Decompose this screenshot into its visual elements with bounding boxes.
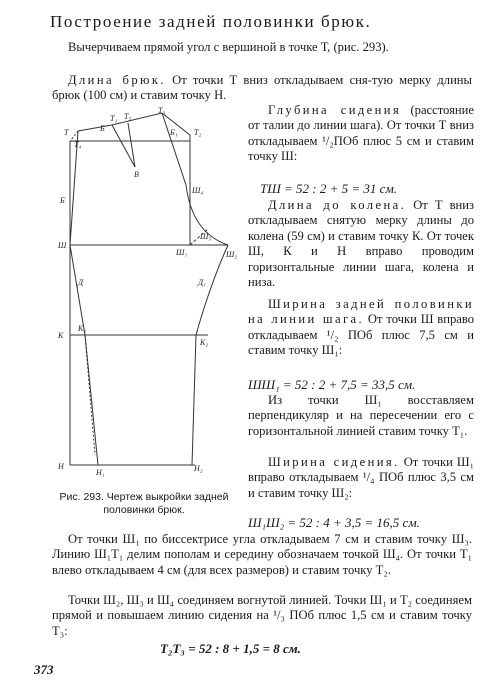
label-d1: Д₁ (198, 278, 206, 287)
perpendicular-paragraph: Из точки Ш₁ восставляем перпендикуляр и на пересечении его с горизонтальной линией ставим точку Т₁. (248, 393, 474, 438)
label-t2: Т₂ (194, 128, 202, 137)
seat-depth-paragraph (248, 103, 474, 165)
page-title: Построение задней половинки брюк. (50, 12, 372, 31)
seat-depth-text: (расстояние от талии до линии шага). От точки Т вниз откладываем ¹/₂ПОб плюс 5 см и ставим точку Ш: (248, 103, 474, 164)
label-b-side: Б (60, 196, 65, 205)
bisector-paragraph: От точки Ш₁ по биссектрисе угла откладываем 7 см и ставим точку Ш₃. Линию Ш₁Т₁ делим пополам и середину обозначаем точкой Ш₄. От точки Т₁ влево откладываем 4 см (для всех размеров) и ставим точку Т₂. (52, 532, 472, 577)
label-t: Т (64, 128, 69, 137)
label-v: В (134, 170, 139, 179)
seat-width-text: От точки Ш₁ вправо откладываем ¹/₄ ПОб плюс 3,5 см и ставим точку Ш₂: (248, 455, 474, 500)
label-k: К (58, 331, 64, 340)
label-sh1: Ш₁ (176, 248, 188, 257)
label-t4: Т₄ (74, 140, 82, 149)
label-t1: Т₁ (110, 114, 118, 123)
label-t3: Т₃ (158, 106, 166, 115)
label-t5: Т₅ (124, 112, 132, 121)
label-sh: Ш (58, 241, 67, 250)
label-sh2: Ш₂ (226, 250, 238, 259)
label-k1: К₁ (78, 324, 87, 333)
pattern-drawing (50, 105, 245, 490)
crotch-width-heading: Ширина задней половинки на линии шага. (248, 297, 474, 327)
seat-depth-heading: Глубина сидения (268, 103, 402, 117)
label-b1: Б₁ (170, 128, 178, 137)
equation-tsh: ТШ = 52 : 2 + 5 = 31 см. (260, 181, 398, 196)
equation-t2t3: Т₂Т₃ = 52 : 8 + 1,5 = 8 см. (160, 641, 301, 656)
label-h2: Н₂ (194, 464, 203, 473)
label-k2: К₂ (200, 338, 209, 347)
length-paragraph (52, 73, 472, 104)
intro-paragraph: Вычерчиваем прямой угол с вершиной в точке Т, (рис. 293). (68, 40, 389, 54)
label-sh3: Ш₃ (200, 232, 212, 241)
knee-text: От Т вниз откладываем снятую мерку длины до колена (59 см) и ставим точку К. От точек Ш, К и Н вправо проводим горизонтальные линии шага, колена и низа. (248, 198, 474, 290)
seat-width-paragraph (248, 455, 474, 501)
crotch-width-paragraph (248, 297, 474, 359)
length-text: От точки Т вниз откладываем сня-тую мерку длины брюк (100 см) и ставим точку Н. (52, 73, 473, 103)
length-heading: Длина брюк. (68, 73, 166, 87)
label-h: Н (58, 462, 64, 471)
label-sh4: Ш₄ (192, 186, 204, 195)
page-number: 373 (34, 662, 54, 677)
knee-paragraph (248, 198, 474, 290)
equation-sh1sh2: Ш₁Ш₂ = 52 : 4 + 3,5 = 16,5 см. (248, 515, 420, 530)
connect-paragraph: Точки Ш₂, Ш₃ и Ш₄ соединяем вогнутой линией. Точки Ш₁ и Т₂ соединяем прямой и повышаем линию сидения на ¹/₃ ПОб плюс 1,5 см и ставим точку Т₃: (52, 593, 472, 638)
label-h1: Н₁ (96, 468, 105, 477)
crotch-width-text: От точки Ш вправо откладываем ¹/₂ ПОб плюс 7,5 см и ставим точку Ш₁: (248, 312, 474, 358)
knee-heading: Длина до колена. (268, 198, 407, 212)
equation-shsh1: ШШ₁ = 52 : 2 + 7,5 = 33,5 см. (248, 377, 416, 392)
label-b: Б (100, 124, 105, 133)
figure-caption: Рис. 293. Чертеж выкройки задней половинки брюк. (59, 491, 229, 516)
side-seam (70, 131, 98, 465)
label-d: Д (78, 278, 84, 287)
seat-width-heading: Ширина сидения. (268, 455, 400, 469)
